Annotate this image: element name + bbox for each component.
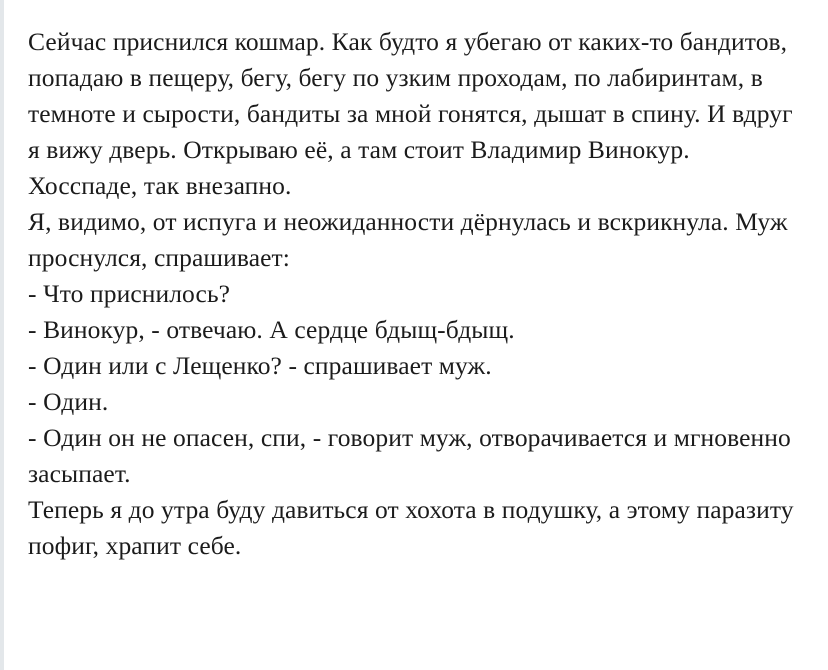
document-text xyxy=(28,24,801,564)
paragraph-7: - Один он не опасен, спи, - говорит муж, отворачивается и мгновенно засыпает. xyxy=(28,423,798,488)
paragraph-5: - Один или с Лещенко? - спрашивает муж. xyxy=(28,351,492,380)
paragraph-4: - Винокур, - отвечаю. А сердце бдыщ-бдыщ. xyxy=(28,315,515,344)
left-margin-rule xyxy=(0,0,4,670)
paragraph-1: Сейчас приснился кошмар. Как будто я убегаю от каких-то бандитов, попадаю в пещеру, бегу, бегу по узким проходам, по лабиринтам, в темноте и сырости, бандиты за мной гонятся, дышат в спину. И вдруг я вижу дверь. Открываю её, а там стоит Владимир Винокур. Хосспаде, так внезапно. xyxy=(28,27,800,200)
paragraph-2: Я, видимо, от испуга и неожиданности дёрнулась и вскрикнула. Муж проснулся, спрашивает: xyxy=(28,207,795,272)
paragraph-8: Теперь я до утра буду давиться от хохота в подушку, а этому паразиту пофиг, храпит себе. xyxy=(28,495,801,560)
paragraph-3: - Что приснилось? xyxy=(28,279,231,308)
paragraph-6: - Один. xyxy=(28,387,109,416)
